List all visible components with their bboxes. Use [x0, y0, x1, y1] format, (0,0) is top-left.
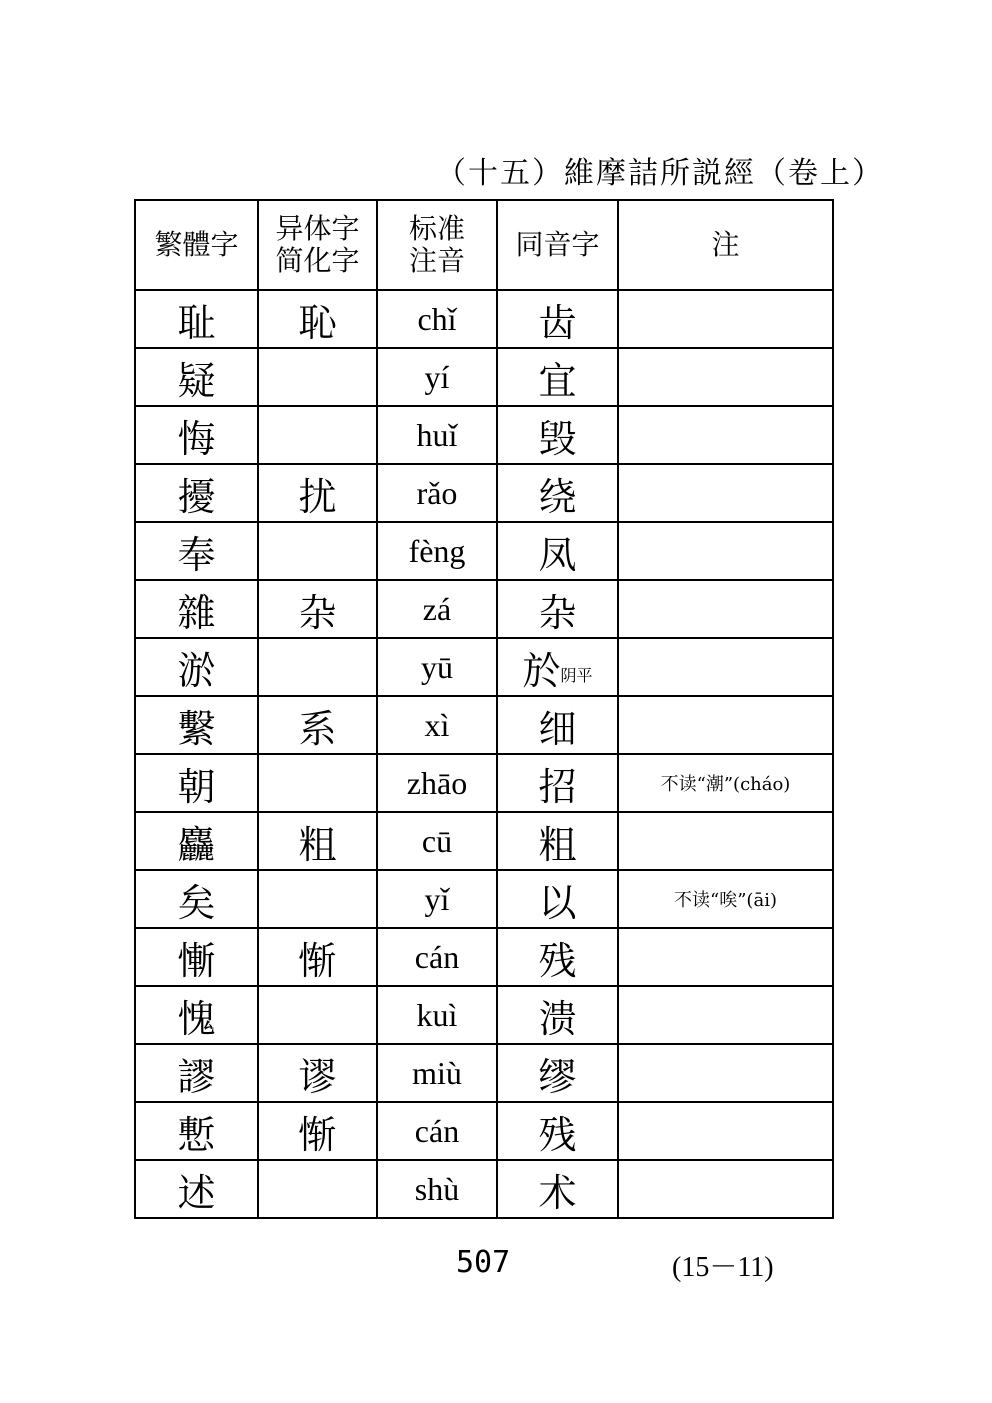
cell-traditional: 矣 [135, 870, 258, 928]
col-header-pinyin [377, 200, 497, 290]
col-header-variant [258, 200, 377, 290]
col-header-variant-line2: 简化字 [275, 244, 360, 277]
col-header-variant-line1: 异体字 [275, 212, 360, 245]
cell-variant: 惭 [258, 928, 377, 986]
cell-homophone [497, 754, 618, 812]
cell-pinyin: kuì [377, 986, 497, 1044]
cell-variant [258, 348, 377, 406]
homophone-char: 杂 [538, 590, 577, 635]
homophone-char: 齿 [538, 300, 577, 345]
cell-variant [258, 870, 377, 928]
col-header-pinyin-line2: 注音 [408, 244, 465, 277]
cell-variant: 杂 [258, 580, 377, 638]
cell-pinyin: fèng [377, 522, 497, 580]
table-row [135, 928, 833, 986]
cell-note [618, 290, 833, 348]
cell-pinyin: yí [377, 348, 497, 406]
cell-homophone [497, 812, 618, 870]
table-row [135, 406, 833, 464]
cell-homophone [497, 406, 618, 464]
cell-variant: 恥 [258, 290, 377, 348]
cell-homophone [497, 638, 618, 696]
col-header-pinyin-line1: 标准 [408, 212, 465, 245]
cell-note: 不读“潮”(cháo) [618, 754, 833, 812]
cell-note [618, 580, 833, 638]
section-code: (15－11) [672, 1252, 774, 1283]
table-header-row [135, 200, 833, 290]
cell-homophone [497, 464, 618, 522]
homophone-char: 凤 [538, 532, 577, 577]
cell-homophone [497, 348, 618, 406]
cell-traditional: 疑 [135, 348, 258, 406]
cell-homophone [497, 290, 618, 348]
cell-variant: 系 [258, 696, 377, 754]
cell-note [618, 348, 833, 406]
cell-traditional: 愧 [135, 986, 258, 1044]
page-number: 507 [456, 1245, 511, 1280]
cell-variant: 惭 [258, 1102, 377, 1160]
table-row [135, 1044, 833, 1102]
homophone-char: 残 [538, 1112, 577, 1157]
cell-pinyin: rǎo [377, 464, 497, 522]
cell-note [618, 1044, 833, 1102]
cell-note: 不读“唉”(āi) [618, 870, 833, 928]
cell-variant: 谬 [258, 1044, 377, 1102]
table-row [135, 464, 833, 522]
cell-homophone [497, 522, 618, 580]
cell-homophone [497, 928, 618, 986]
cell-homophone [497, 1102, 618, 1160]
cell-note [618, 812, 833, 870]
col-header-homophone: 同音字 [497, 200, 618, 290]
table-row [135, 870, 833, 928]
table-row [135, 1102, 833, 1160]
cell-homophone [497, 986, 618, 1044]
cell-note [618, 696, 833, 754]
cell-traditional: 謬 [135, 1044, 258, 1102]
cell-pinyin: miù [377, 1044, 497, 1102]
cell-variant [258, 522, 377, 580]
table-row [135, 580, 833, 638]
cell-traditional: 述 [135, 1160, 258, 1218]
cell-pinyin: zá [377, 580, 497, 638]
cell-pinyin: cū [377, 812, 497, 870]
table-row [135, 696, 833, 754]
table-row [135, 348, 833, 406]
table-row [135, 290, 833, 348]
cell-pinyin: huǐ [377, 406, 497, 464]
cell-variant [258, 986, 377, 1044]
cell-traditional: 奉 [135, 522, 258, 580]
cell-note [618, 1160, 833, 1218]
cell-homophone [497, 696, 618, 754]
col-header-note: 注 [618, 200, 833, 290]
col-header-traditional: 繁體字 [135, 200, 258, 290]
cell-variant [258, 1160, 377, 1218]
cell-pinyin: shù [377, 1160, 497, 1218]
cell-homophone [497, 870, 618, 928]
cell-pinyin: cán [377, 928, 497, 986]
cell-note [618, 406, 833, 464]
cell-homophone [497, 1160, 618, 1218]
cell-pinyin: xì [377, 696, 497, 754]
cell-pinyin: chǐ [377, 290, 497, 348]
cell-variant [258, 754, 377, 812]
cell-note [618, 638, 833, 696]
homophone-char: 毁 [538, 416, 577, 461]
cell-traditional: 悔 [135, 406, 258, 464]
homophone-char: 溃 [538, 996, 577, 1041]
tone-label: 阴平 [560, 665, 593, 685]
cell-homophone [497, 580, 618, 638]
cell-pinyin: zhāo [377, 754, 497, 812]
cell-traditional: 淤 [135, 638, 258, 696]
cell-variant: 粗 [258, 812, 377, 870]
table-body [135, 290, 833, 1218]
cell-traditional: 慚 [135, 928, 258, 986]
table-row [135, 1160, 833, 1218]
homophone-char: 残 [538, 938, 577, 983]
table-row [135, 812, 833, 870]
homophone-char: 绕 [538, 474, 577, 519]
cell-note [618, 1102, 833, 1160]
cell-traditional: 耻 [135, 290, 258, 348]
homophone-char: 缪 [538, 1054, 577, 1099]
homophone-char: 细 [538, 706, 577, 751]
cell-traditional: 繫 [135, 696, 258, 754]
cell-variant [258, 406, 377, 464]
homophone-char: 於 [522, 648, 561, 693]
table-row [135, 522, 833, 580]
homophone-char: 招 [538, 764, 577, 809]
cell-note [618, 928, 833, 986]
character-table [134, 199, 834, 1219]
cell-traditional: 擾 [135, 464, 258, 522]
cell-note [618, 522, 833, 580]
cell-pinyin: yū [377, 638, 497, 696]
cell-pinyin: yǐ [377, 870, 497, 928]
page-title: （十五）維摩詰所説經（卷上） [436, 156, 884, 191]
cell-note [618, 464, 833, 522]
cell-traditional: 慙 [135, 1102, 258, 1160]
cell-homophone [497, 1044, 618, 1102]
cell-note [618, 986, 833, 1044]
homophone-char: 宜 [538, 358, 577, 403]
cell-traditional: 麤 [135, 812, 258, 870]
cell-variant: 扰 [258, 464, 377, 522]
table-row [135, 754, 833, 812]
table-row [135, 986, 833, 1044]
table-row [135, 638, 833, 696]
homophone-char: 以 [538, 880, 577, 925]
cell-traditional: 雜 [135, 580, 258, 638]
homophone-char: 术 [538, 1170, 577, 1215]
cell-pinyin: cán [377, 1102, 497, 1160]
cell-variant [258, 638, 377, 696]
homophone-char: 粗 [538, 822, 577, 867]
cell-traditional: 朝 [135, 754, 258, 812]
